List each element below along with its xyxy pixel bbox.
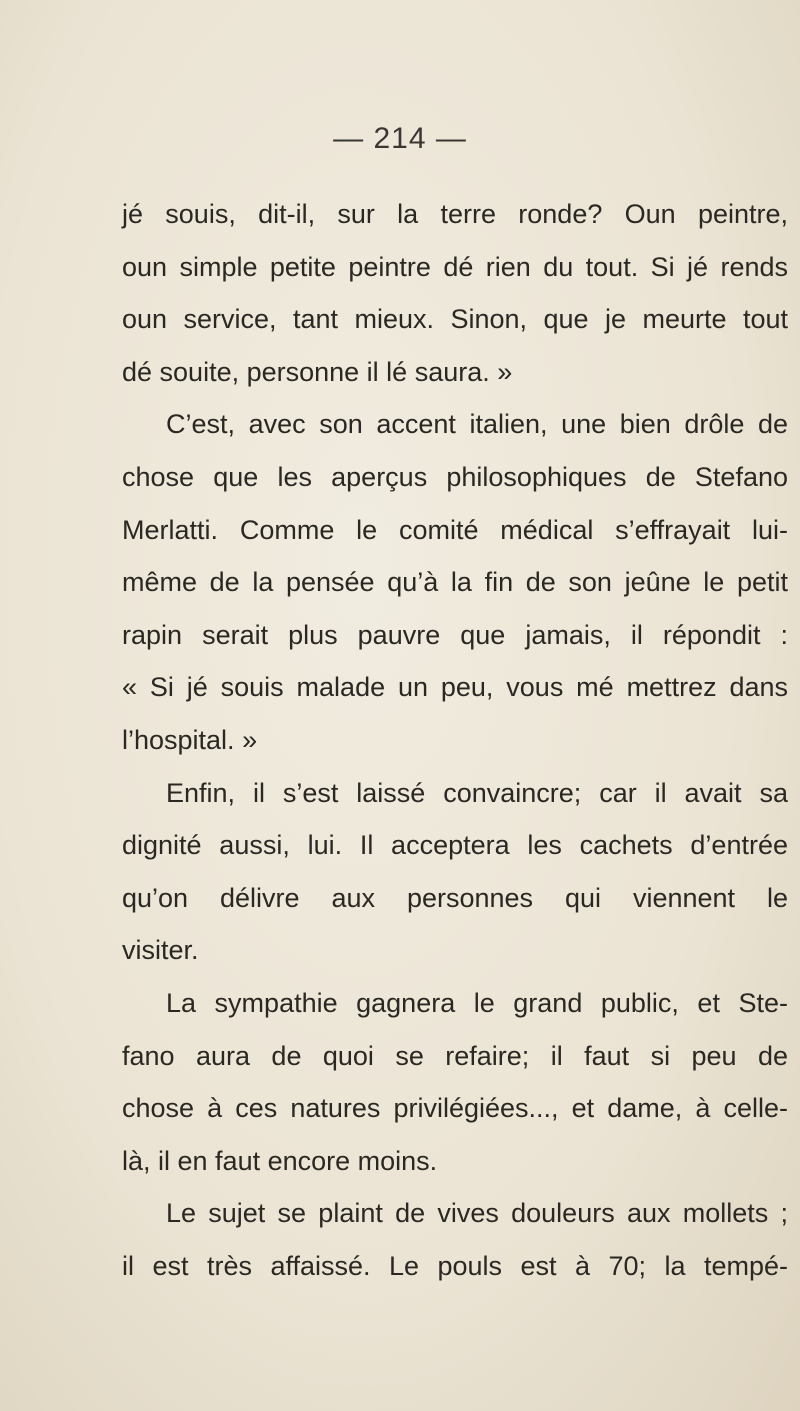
text-line: fano aura de quoi se refaire; il faut si peu de (122, 1040, 788, 1071)
text-line: chose que les aperçus philosophiques de Stefano (122, 461, 788, 492)
text-line: Enfin, il s’est laissé convaincre; car il avait sa (166, 777, 788, 808)
text-line: oun service, tant mieux. Sinon, que je meurte tout (122, 304, 788, 335)
text-line: là, il en faut encore moins. (122, 1145, 438, 1176)
text-line: dignité aussi, lui. Il acceptera les cachets d’entrée (122, 830, 788, 861)
text-line: oun simple petite peintre dé rien du tout. Si jé rends (122, 251, 788, 282)
text-line: jé souis, dit-il, sur la terre ronde? Oun peintre, (122, 199, 788, 229)
text-line: Merlatti. Comme le comité médical s’effrayait lui- (122, 514, 788, 545)
text-line: rapin serait plus pauvre que jamais, il répondit : (122, 619, 788, 650)
text-line: chose à ces natures privilégiées..., et dame, à celle- (122, 1093, 788, 1124)
text-line: C’est, avec son accent italien, une bien drôle de (166, 409, 788, 440)
text-line: même de la pensée qu’à la fin de son jeûne le petit (122, 567, 788, 598)
text-line: Le sujet se plaint de vives douleurs aux mollets ; (166, 1198, 788, 1229)
page-number: — 214 — (333, 122, 467, 155)
text-line: l’hospital. » (122, 724, 258, 755)
text-line: qu’on délivre aux personnes qui viennent le (122, 882, 788, 913)
text-line: « Si jé souis malade un peu, vous mé mettrez dans (122, 672, 788, 703)
text-line: dé souite, personne il lé saura. » (122, 356, 513, 387)
text-line: La sympathie gagnera le grand public, et Ste- (166, 987, 788, 1018)
text-line: visiter. (122, 935, 199, 966)
text-line: il est très affaissé. Le pouls est à 70; la tempé- (122, 1250, 788, 1281)
body-text (122, 188, 788, 1292)
